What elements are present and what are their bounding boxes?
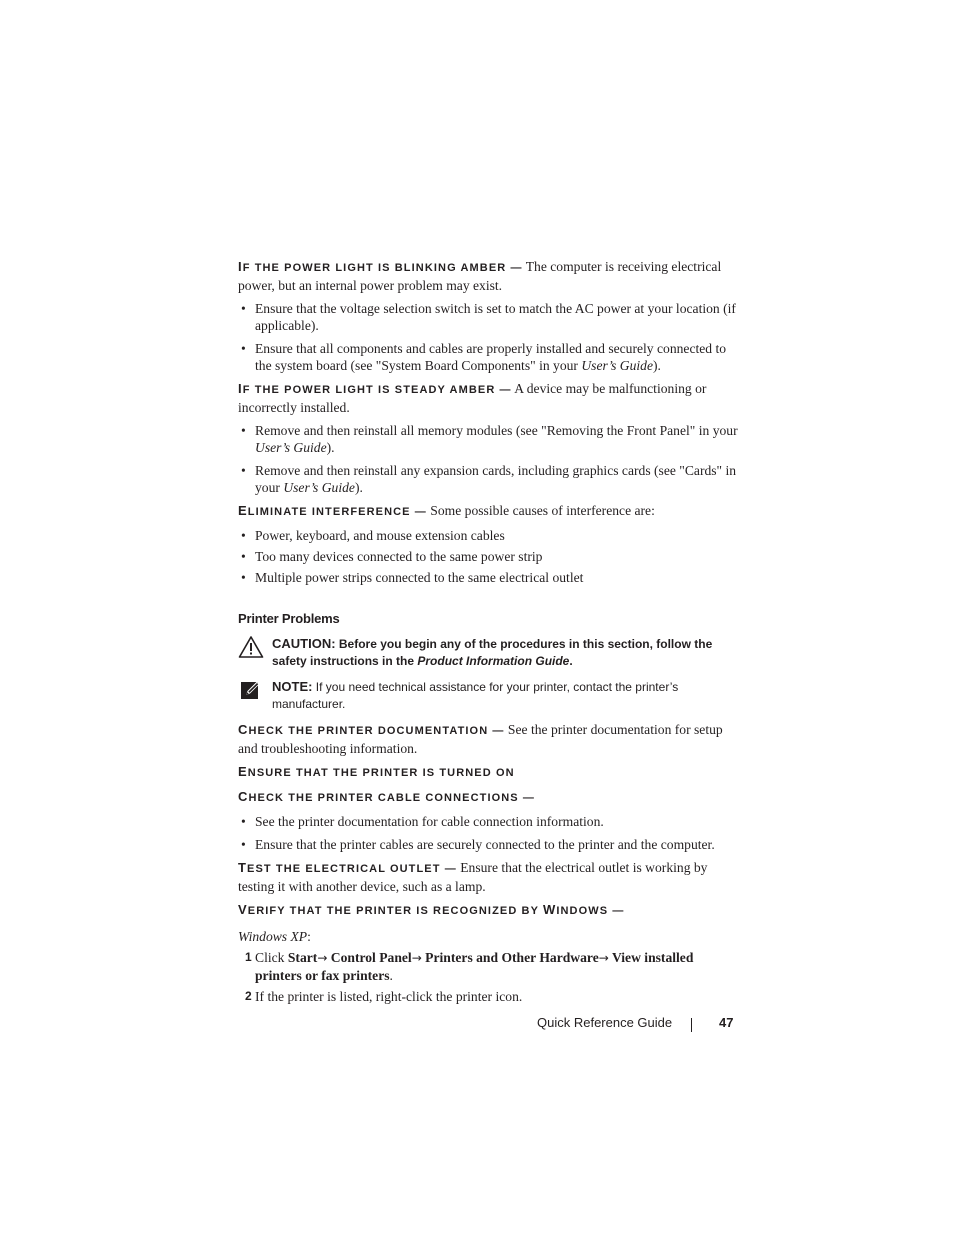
steps-list [238,949,740,1005]
bullet-icon: • [241,528,246,543]
outlet-heading: TEST THE ELECTRICAL OUTLET — [238,860,457,875]
turned-on-paragraph [238,763,740,782]
blinking-amber-text: The computer is receiving electrical power, but an internal power problem may exist. [238,259,722,293]
note-pencil-icon [238,678,264,702]
bullet-icon: • [241,341,246,356]
arrow-icon: → [411,951,422,965]
outlet-text: Ensure that the electrical outlet is working by testing it with another device, such as a lamp. [238,860,708,894]
outlet-paragraph [238,859,740,895]
printer-problems-title: Printer Problems [238,611,340,626]
steady-amber-heading: IF THE POWER LIGHT IS STEADY AMBER — [238,381,512,396]
step-item: 2 If the printer is listed, right-click the printer icon. [245,989,523,1004]
page-footer [537,1015,737,1035]
bullet-icon: • [241,837,246,852]
footer-divider [691,1018,692,1032]
list-item: • Ensure that the voltage selection switch is set to match the AC power at your location (if applicable). [241,301,736,333]
step-number: 1 [245,950,252,964]
list-item: • See the printer documentation for cable connection information. [241,814,604,829]
bullet-icon: • [241,301,246,316]
list-item: • Ensure that the printer cables are securely connected to the printer and the computer. [241,837,715,852]
list-item: • Power, keyboard, and mouse extension cables [241,528,505,543]
footer-title: Quick Reference Guide [537,1015,673,1030]
note-label: NOTE: [272,679,313,694]
arrow-icon: → [598,951,609,965]
page-number: 47 [719,1015,734,1030]
blinking-amber-list [238,300,740,374]
caution-notice: CAUTION: Before you begin any of the procedures in this section, follow the safety instructions in the Product Information Guide. [238,635,740,670]
turned-on-heading: ENSURE THAT THE PRINTER IS TURNED ON [238,764,515,779]
bullet-icon: • [241,549,246,564]
list-item: • Remove and then reinstall any expansion cards, including graphics cards (see "Cards" in your User’s Guide). [241,463,737,495]
cable-heading: CHECK THE PRINTER CABLE CONNECTIONS — [238,789,535,804]
documentation-heading: CHECK THE PRINTER DOCUMENTATION — [238,722,505,737]
bullet-icon: • [241,463,246,478]
os-label: Windows XP: [238,929,311,944]
bullet-icon: • [241,570,246,585]
list-item: • Too many devices connected to the same power strip [241,549,543,564]
list-item: • Remove and then reinstall all memory modules (see "Removing the Front Panel" in your User’s Guide). [241,423,738,455]
bullet-icon: • [241,423,246,438]
interference-heading: ELIMINATE INTERFERENCE — [238,503,427,518]
caution-icon [238,635,264,659]
bullet-icon: • [241,814,246,829]
recognized-paragraph [238,901,740,920]
interference-text: Some possible causes of interference are: [426,503,655,518]
step-number: 2 [245,989,252,1003]
steady-amber-list [238,422,740,496]
page-content [238,258,740,1009]
arrow-icon: → [317,951,328,965]
list-item: • Multiple power strips connected to the same electrical outlet [241,570,584,585]
recognized-heading: VERIFY THAT THE PRINTER IS RECOGNIZED BY WINDOWS — [238,902,625,917]
list-item: • Ensure that all components and cables are properly installed and securely connected to the system board (see "System Board Components" in your User’s Guide). [241,341,727,373]
interference-list [238,527,740,586]
note-notice: NOTE: If you need technical assistance for your printer, contact the printer’s manufacturer. [238,678,740,713]
documentation-paragraph [238,721,740,757]
cable-paragraph [238,788,740,807]
documentation-text: See the printer documentation for setup and troubleshooting information. [238,722,723,756]
step-item: 1 Click Start→ Control Panel→ Printers and Other Hardware→ View installed printers or fax printers. [245,950,694,983]
blinking-amber-paragraph [238,258,740,294]
blinking-amber-heading: IF THE POWER LIGHT IS BLINKING AMBER — [238,259,523,274]
caution-label: CAUTION: [272,636,336,651]
cable-list [238,813,740,853]
steady-amber-text: A device may be malfunctioning or incorrectly installed. [238,381,707,415]
steady-amber-paragraph [238,380,740,416]
interference-paragraph [238,502,740,521]
